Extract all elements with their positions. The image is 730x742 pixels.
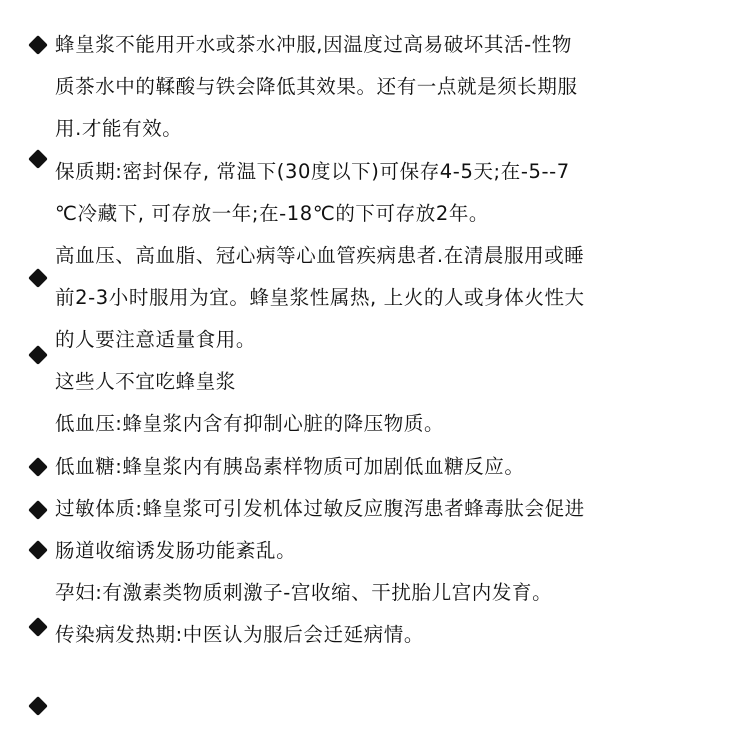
bullet-icon [28, 345, 48, 365]
bullet-icon [28, 540, 48, 560]
text-line: ℃冷藏下, 可存放一年;在-18℃的下可存放2年。 [55, 202, 490, 225]
text-line: 低血压:蜂皇浆内含有抑制心脏的降压物质。 [55, 412, 445, 435]
text-line: 肠道收缩诱发肠功能紊乱。 [55, 539, 297, 562]
bullet-icon [28, 35, 48, 55]
text-line: 保质期:密封保存, 常温下(30度以下)可保存4-5天;在-5--7 [55, 160, 570, 183]
text-line: 前2-3小时服用为宜。蜂皇浆性属热, 上火的人或身体火性大 [55, 286, 585, 309]
text-line: 用.才能有效。 [55, 117, 183, 140]
text-line: 传染病发热期:中医认为服后会迁延病情。 [55, 623, 424, 646]
bullet-icon [28, 617, 48, 637]
bullet-icon [28, 149, 48, 169]
text-line: 低血糖:蜂皇浆内有胰岛素样物质可加剧低血糖反应。 [55, 455, 525, 478]
text-line: 孕妇:有激素类物质刺激子-宫收缩、干扰胎儿宫内发育。 [55, 581, 553, 604]
text-line: 过敏体质:蜂皇浆可引发机体过敏反应腹泻患者蜂毒肽会促进 [55, 497, 585, 520]
bullet-icon [28, 500, 48, 520]
bullet-icon [28, 696, 48, 716]
bullet-icon [28, 457, 48, 477]
bullet-icon [28, 268, 48, 288]
text-line: 蜂皇浆不能用开水或茶水冲服,因温度过高易破坏其活-性物 [55, 33, 572, 56]
text-line: 这些人不宜吃蜂皇浆 [55, 370, 236, 393]
text-line: 高血压、高血脂、冠心病等心血管疾病患者.在清晨服用或睡 [55, 244, 585, 267]
text-line: 质茶水中的鞣酸与铁会降低其效果。还有一点就是须长期服 [55, 75, 578, 98]
text-line: 的人要注意适量食用。 [55, 328, 257, 351]
